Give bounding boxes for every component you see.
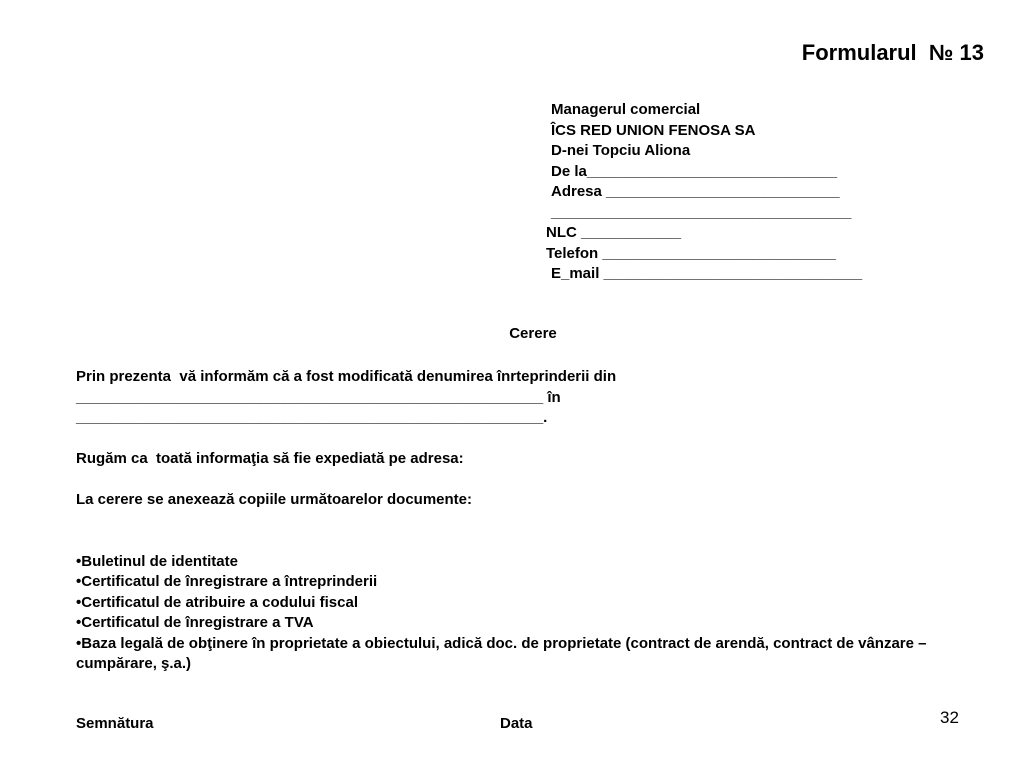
- list-item: •Baza legală de obţinere în proprietate a obiectului, adică doc. de proprietate (contract de arendă, contract de vânzare – cumpărare, ş.a.): [76, 634, 927, 672]
- addressee-block: [546, 100, 863, 285]
- documents-list: [76, 552, 976, 675]
- addressee-person: D-nei Topciu Aliona: [551, 142, 691, 159]
- phone-field-line: Telefon ____________________________: [546, 244, 836, 262]
- form-title: Formularul № 13: [801, 40, 984, 65]
- nlc-field-line: NLC ____________: [546, 224, 682, 241]
- list-item: •Certificatul de înregistrare a întreprinderii: [76, 573, 378, 590]
- annex-intro-line: La cerere se anexează copiile următoarelor documente:: [76, 491, 472, 508]
- addressee-company: ÎCS RED UNION FENOSA SA: [551, 121, 756, 139]
- address-continuation-line: ____________________________________: [551, 203, 852, 221]
- signature-label: Semnătura: [76, 715, 154, 732]
- intro-line-1: Prin prezenta vă informăm că a fost modificată denumirea înrteprinderii din: [76, 368, 617, 385]
- list-item: •Certificatul de înregistrare a TVA: [76, 614, 314, 631]
- list-item: •Buletinul de identitate: [76, 552, 238, 570]
- request-title: Cerere: [509, 325, 557, 342]
- email-field-line: E_mail _______________________________: [551, 265, 863, 282]
- from-field-line: De la______________________________: [551, 162, 838, 180]
- page-number: 32: [940, 708, 959, 727]
- addressee-manager: Managerul comercial: [551, 101, 701, 118]
- request-address-line: Rugăm ca toată informaţia să fie expediată pe adresa:: [76, 450, 464, 467]
- request-body: [76, 367, 976, 675]
- intro-line-3: ________________________________________________________.: [76, 409, 548, 426]
- list-item: •Certificatul de atribuire a codului fiscal: [76, 593, 358, 611]
- intro-line-2: ________________________________________________________ în: [76, 388, 561, 406]
- date-label: Data: [500, 715, 533, 732]
- address-field-line: Adresa ____________________________: [551, 183, 840, 200]
